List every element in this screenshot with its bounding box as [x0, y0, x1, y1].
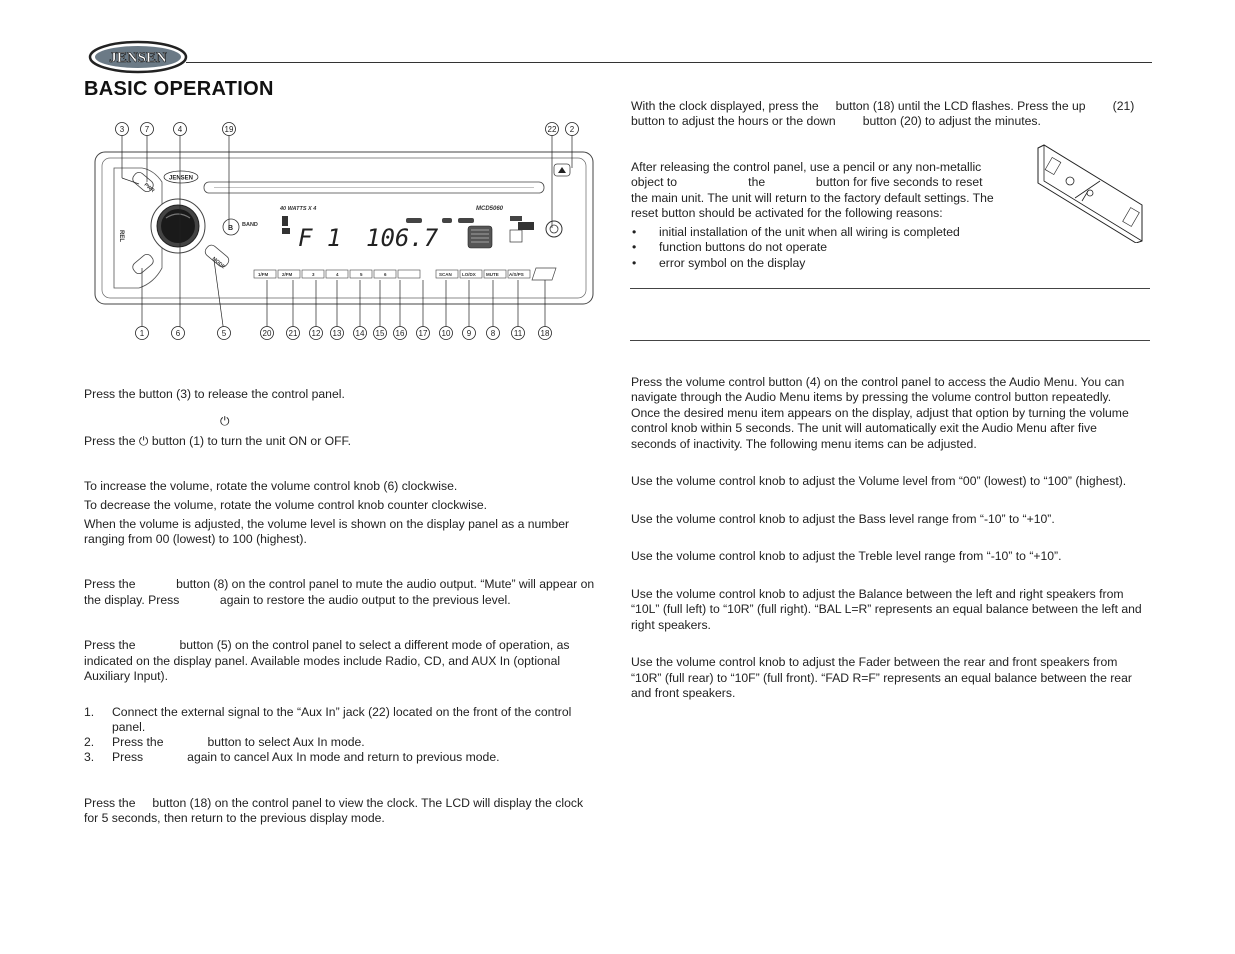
svg-text:15: 15 [375, 329, 385, 338]
svg-text:5: 5 [221, 329, 227, 338]
svg-text:10: 10 [441, 329, 451, 338]
svg-text:40 WATTS X 4: 40 WATTS X 4 [280, 206, 317, 212]
svg-text:6: 6 [384, 272, 387, 277]
audio-menu-line-3: Once the desired menu item appears on the display, adjust that option by turning the volume [631, 406, 1129, 420]
svg-text:MUTE: MUTE [486, 272, 499, 277]
power-text: Press the ⏻ button (1) to turn the unit ON or OFF. [84, 434, 352, 448]
callout-top-5 [566, 123, 579, 136]
svg-text:7: 7 [144, 125, 150, 134]
svg-text:MODE: MODE [210, 255, 227, 271]
callout-bottom-15 [539, 327, 552, 340]
svg-text:PWR: PWR [142, 181, 156, 195]
mode-line-2: indicated on the display panel. Available modes include Radio, CD, and AUX In (optional [84, 654, 561, 668]
callout-bottom-7 [354, 327, 367, 340]
mute-line-2: the display. Press again to restore the audio output to the previous level. [84, 593, 511, 607]
aux-step-2-number: 2. [84, 735, 95, 749]
svg-text:B: B [228, 225, 234, 232]
svg-text:8: 8 [490, 329, 496, 338]
balance-line-3: right speakers. [631, 618, 711, 632]
svg-text:22: 22 [547, 125, 557, 134]
volume-down-text: To decrease the volume, rotate the volume control knob counter clockwise. [84, 498, 488, 512]
clock-set-line-2: button to adjust the hours or the down button (20) to adjust the minutes. [631, 114, 1041, 128]
jensen-logo [88, 40, 188, 74]
svg-text:LO/DX: LO/DX [462, 272, 476, 277]
svg-text:9: 9 [466, 329, 472, 338]
callout-top-0 [116, 123, 129, 136]
volume-shown-line-2: ranging from 00 (lowest) to 100 (highest). [84, 532, 307, 546]
callout-top-1 [141, 123, 154, 136]
svg-text:20: 20 [262, 329, 272, 338]
volume-shown-line-1: When the volume is adjusted, the volume level is shown on the display panel as a number [84, 517, 570, 531]
svg-text:16: 16 [395, 329, 405, 338]
callout-bottom-9 [394, 327, 407, 340]
svg-text:BAND: BAND [242, 222, 258, 228]
clock-view-line-1: Press the button (18) on the control panel to view the clock. The LCD will display the clock [84, 796, 584, 810]
callout-bottom-13 [487, 327, 500, 340]
bullet-dot: • [632, 256, 637, 270]
radio-front-panel-diagram [84, 118, 604, 348]
reset-line-2: object to the button for five seconds to reset [631, 175, 983, 189]
aux-step-1-line-1: Connect the external signal to the “Aux In” jack (22) located on the front of the control [112, 705, 572, 719]
svg-text:JENSEN: JENSEN [168, 175, 194, 182]
svg-text:F 1: F 1 [298, 224, 342, 252]
audio-menu-line-2: navigate through the Audio Menu items by pressing the volume control button repeatedly. [631, 390, 1112, 404]
audio-menu-line-5: seconds of inactivity. The following menu items can be adjusted. [631, 437, 977, 451]
callout-bottom-14 [512, 327, 525, 340]
svg-text:18: 18 [540, 329, 550, 338]
clock-view-line-2: for 5 seconds, then return to the previous display mode. [84, 811, 385, 825]
volume-up-text: To increase the volume, rotate the volume control knob (6) clockwise. [84, 479, 458, 493]
svg-text:A/S/PS: A/S/PS [509, 272, 524, 277]
bullet-dot: • [632, 225, 637, 239]
svg-text:14: 14 [355, 329, 365, 338]
power-icon: ⏻ [220, 414, 230, 428]
callout-bottom-11 [440, 327, 453, 340]
reset-line-4: reset button should be activated for the following reasons: [631, 206, 943, 220]
aux-step-1-line-2: panel. [112, 720, 146, 734]
reset-reason-3: error symbol on the display [659, 256, 806, 270]
page-title: BASIC OPERATION [84, 78, 274, 100]
mode-line-1: Press the button (5) on the control panel to select a different mode of operation, as [84, 638, 570, 652]
reset-reason-1: initial installation of the unit when all wiring is completed [659, 225, 960, 239]
fader-line-2: “10R” (full rear) to “10F” (full front). “FAD R=F” represents an equal balance between the rear [631, 671, 1132, 685]
callout-bottom-6 [331, 327, 344, 340]
release-text: Press the button (3) to release the control panel. [84, 387, 345, 401]
svg-text:4: 4 [336, 272, 339, 277]
reset-line-3: the main unit. The unit will return to the factory default settings. The [631, 191, 994, 205]
clock-set-line-1: With the clock displayed, press the button (18) until the LCD flashes. Press the up (21) [631, 99, 1135, 113]
aux-step-3-line-1: Press again to cancel Aux In mode and return to previous mode. [112, 750, 500, 764]
bullet-dot: • [632, 240, 637, 254]
callout-top-2 [174, 123, 187, 136]
svg-text:JENSEN: JENSEN [109, 50, 167, 66]
callout-bottom-4 [287, 327, 300, 340]
svg-text:3: 3 [119, 125, 125, 134]
callout-bottom-12 [463, 327, 476, 340]
callout-bottom-10 [417, 327, 430, 340]
treble-menu-text: Use the volume control knob to adjust the Treble level range from “-10” to “+10”. [631, 549, 1062, 563]
audio-menu-line-1: Press the volume control button (4) on the control panel to access the Audio Menu. You can [631, 375, 1125, 389]
callout-bottom-2 [218, 327, 231, 340]
volume-menu-text: Use the volume control knob to adjust the Volume level from “00” (lowest) to “100” (highest). [631, 474, 1127, 488]
svg-text:13: 13 [332, 329, 342, 338]
aux-step-1-number: 1. [84, 705, 95, 719]
fader-line-3: and front speakers. [631, 686, 736, 700]
section-rule [630, 340, 1150, 341]
svg-text:SCAN: SCAN [439, 272, 452, 277]
svg-text:2: 2 [569, 125, 575, 134]
callout-bottom-3 [261, 327, 274, 340]
svg-text:1: 1 [139, 329, 145, 338]
callout-bottom-5 [310, 327, 323, 340]
aux-step-3-number: 3. [84, 750, 95, 764]
reset-line-1: After releasing the control panel, use a pencil or any non-metallic [631, 160, 982, 174]
svg-text:12: 12 [311, 329, 321, 338]
balance-line-1: Use the volume control knob to adjust the Balance between the left and right speakers from [631, 587, 1124, 601]
callout-bottom-8 [374, 327, 387, 340]
aux-step-2-line-1: Press the button to select Aux In mode. [112, 735, 365, 749]
mode-line-3: Auxiliary Input). [84, 669, 168, 683]
section-rule [630, 288, 1150, 289]
svg-text:11: 11 [513, 329, 523, 338]
callout-bottom-0 [136, 327, 149, 340]
callout-bottom-1 [172, 327, 185, 340]
svg-text:6: 6 [175, 329, 181, 338]
svg-text:5: 5 [360, 272, 363, 277]
reset-button-illustration [1030, 143, 1155, 243]
svg-text:19: 19 [224, 125, 234, 134]
mute-line-1: Press the button (8) on the control panel to mute the audio output. “Mute” will appear on [84, 577, 595, 591]
bass-menu-text: Use the volume control knob to adjust the Bass level range from “-10” to “+10”. [631, 512, 1055, 526]
svg-text:3: 3 [312, 272, 315, 277]
svg-text:2/FM: 2/FM [282, 272, 293, 277]
fader-line-1: Use the volume control knob to adjust the Fader between the rear and front speakers from [631, 655, 1118, 669]
callout-top-3 [223, 123, 236, 136]
svg-text:4: 4 [177, 125, 183, 134]
header-rule [186, 62, 1152, 63]
reset-reason-2: function buttons do not operate [659, 240, 828, 254]
svg-text:17: 17 [418, 329, 428, 338]
svg-text:106.7: 106.7 [366, 224, 439, 252]
balance-line-2: “10L” (full left) to “10R” (full right). “BAL L=R” represents an equal balance between the left and [631, 602, 1142, 616]
svg-text:MCD5060: MCD5060 [476, 206, 504, 212]
svg-text:REL: REL [118, 230, 124, 242]
svg-text:1/FM: 1/FM [258, 272, 269, 277]
svg-text:21: 21 [288, 329, 298, 338]
callout-top-4 [546, 123, 559, 136]
audio-menu-line-4: control knob within 5 seconds. The unit will automatically exit the Audio Menu after five [631, 421, 1097, 435]
